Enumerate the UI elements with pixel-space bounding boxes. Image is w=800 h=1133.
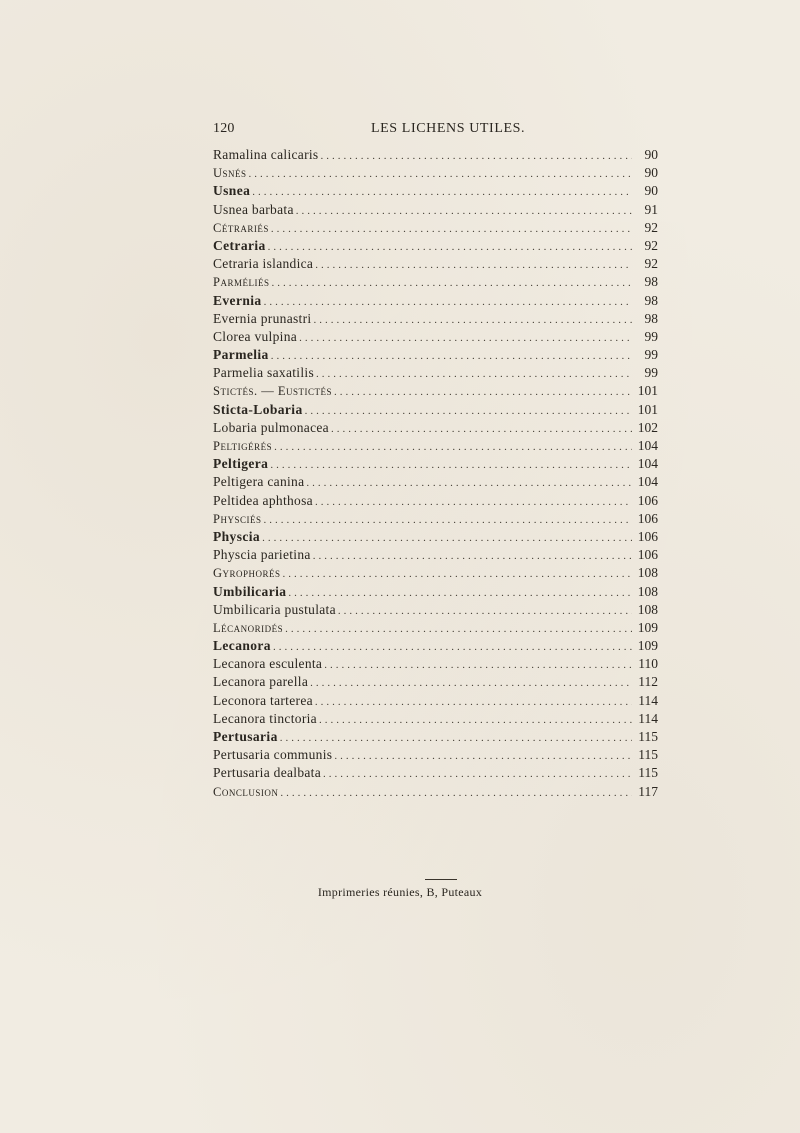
toc-leader-dots <box>264 293 632 311</box>
toc-leader-dots <box>299 329 632 347</box>
toc-leader-dots <box>310 674 632 692</box>
toc-entry <box>213 783 658 801</box>
toc-entry-page: 106 <box>637 510 658 526</box>
toc-leader-dots <box>334 383 632 401</box>
toc-leader-dots <box>268 238 632 256</box>
toc-entry-label: Usnea barbata <box>213 201 294 217</box>
toc-leader-dots <box>280 729 632 747</box>
toc-entry-page: 98 <box>644 292 658 308</box>
toc-entry-page: 104 <box>637 456 658 472</box>
toc-entry-page: 92 <box>644 237 658 253</box>
toc-entry-page: 92 <box>644 256 658 272</box>
toc-entry-label: Gyrophorés <box>213 566 281 581</box>
toc-entry <box>213 401 658 419</box>
toc-entry <box>213 764 658 782</box>
toc-entry <box>213 346 658 364</box>
toc-entry-label: Parmelia <box>213 347 269 363</box>
toc-entry <box>213 601 658 619</box>
toc-entry-label: Cétrariés <box>213 220 269 235</box>
toc-entry-page: 106 <box>637 547 658 563</box>
printer-imprint: Imprimeries réunies, B, Puteaux <box>317 885 483 899</box>
toc-leader-dots <box>283 565 632 583</box>
toc-leader-dots <box>315 256 632 274</box>
toc-entry <box>213 382 658 400</box>
toc-entry-page: 115 <box>638 765 658 781</box>
toc-entry-label: Cetraria islandica <box>213 256 314 272</box>
running-title: LES LICHENS UTILES. <box>371 121 526 136</box>
toc-entry <box>213 692 658 710</box>
toc-entry-label: Peltidea aphthosa <box>213 492 313 508</box>
toc-entry-label: Peltigera <box>213 456 269 472</box>
toc-entry-label: Usnés <box>213 166 247 181</box>
toc-entry-page: 99 <box>644 365 658 381</box>
toc-entry <box>213 455 658 473</box>
toc-entry-page: 104 <box>637 438 658 453</box>
toc-leader-dots <box>305 402 632 420</box>
toc-entry-page: 99 <box>644 347 658 363</box>
toc-leader-dots <box>271 274 632 292</box>
toc-entry <box>213 146 658 164</box>
toc-entry-label: Peltigera canina <box>213 474 305 490</box>
toc-entry-label: Lecanora esculenta <box>213 656 323 672</box>
toc-entry-page: 92 <box>644 219 658 235</box>
toc-entry-page: 91 <box>644 201 658 217</box>
toc-entry-page: 90 <box>644 165 658 181</box>
toc-entry-page: 102 <box>637 419 658 435</box>
toc-leader-dots <box>296 202 632 220</box>
page-number: 120 <box>213 121 235 136</box>
toc-entry-page: 112 <box>638 674 658 690</box>
toc-entry-label: Lecanora parella <box>213 674 309 690</box>
toc-leader-dots <box>315 693 632 711</box>
toc-entry <box>213 219 658 237</box>
toc-entry-label: Evernia prunastri <box>213 310 312 326</box>
toc-entry <box>213 164 658 182</box>
toc-entry-label: Pertusaria communis <box>213 747 333 763</box>
toc-entry-page: 108 <box>637 601 658 617</box>
toc-entry-page: 110 <box>638 656 658 672</box>
toc-entry-label: Physcia <box>213 528 261 544</box>
toc-entry <box>213 328 658 346</box>
toc-entry-label: Clorea vulpina <box>213 328 298 344</box>
toc-entry <box>213 710 658 728</box>
toc-leader-dots <box>288 584 632 602</box>
toc-leader-dots <box>316 365 632 383</box>
toc-entry-label: Parméliés <box>213 275 270 290</box>
toc-entry-label: Leconora tarterea <box>213 692 313 708</box>
toc-entry <box>213 182 658 200</box>
toc-entry-label: Lobaria pulmonacea <box>213 419 329 435</box>
toc-entry-label: Lécanoridés <box>213 620 284 635</box>
toc-entry <box>213 655 658 673</box>
toc-entry-page: 109 <box>637 638 658 654</box>
toc-leader-dots <box>270 456 632 474</box>
toc-leader-dots <box>331 420 632 438</box>
toc-entry <box>213 492 658 510</box>
toc-entry-label: Umbilicaria <box>213 583 287 599</box>
toc-entry-page: 106 <box>637 528 658 544</box>
toc-leader-dots <box>273 638 632 656</box>
toc-entry <box>213 437 658 455</box>
toc-leader-dots <box>306 474 632 492</box>
toc-entry <box>213 564 658 582</box>
toc-entry-page: 108 <box>637 583 658 599</box>
toc-entry-page: 109 <box>637 619 658 635</box>
toc-entry-page: 98 <box>644 310 658 326</box>
toc-entry <box>213 473 658 491</box>
toc-leader-dots <box>262 529 632 547</box>
toc-entry <box>213 673 658 691</box>
toc-entry-page: 101 <box>637 401 658 417</box>
toc-entry <box>213 292 658 310</box>
toc-leader-dots <box>338 602 632 620</box>
toc-entry-label: Physcia parietina <box>213 547 311 563</box>
toc-entry-page: 90 <box>644 147 658 162</box>
toc-entry <box>213 201 658 219</box>
toc-leader-dots <box>313 547 632 565</box>
toc-leader-dots <box>263 511 632 529</box>
toc-leader-dots <box>249 165 632 183</box>
toc-entry-label: Lecanora <box>213 638 271 654</box>
toc-entry-page: 104 <box>637 474 658 490</box>
toc-leader-dots <box>313 311 632 329</box>
table-of-contents <box>213 146 658 801</box>
toc-entry <box>213 310 658 328</box>
toc-entry-label: Peltigérés <box>213 439 273 453</box>
toc-entry <box>213 746 658 764</box>
toc-entry <box>213 528 658 546</box>
toc-entry-label: Sticta-Lobaria <box>213 401 303 417</box>
toc-entry-label: Conclusion <box>213 784 279 799</box>
toc-entry <box>213 583 658 601</box>
toc-leader-dots <box>285 620 632 638</box>
toc-leader-dots <box>274 438 632 456</box>
toc-entry-page: 108 <box>637 565 658 581</box>
toc-entry <box>213 419 658 437</box>
toc-entry <box>213 546 658 564</box>
toc-entry-label: Physciés <box>213 511 262 526</box>
toc-entry-page: 99 <box>644 328 658 344</box>
toc-entry-label: Usnea <box>213 183 251 199</box>
toc-leader-dots <box>280 784 632 802</box>
toc-entry <box>213 637 658 655</box>
toc-entry-page: 90 <box>644 183 658 199</box>
toc-leader-dots <box>271 347 632 365</box>
toc-entry <box>213 619 658 637</box>
toc-leader-dots <box>324 656 632 674</box>
toc-entry-label: Pertusaria <box>213 729 278 744</box>
toc-leader-dots <box>323 765 632 783</box>
toc-entry-page: 115 <box>638 729 658 744</box>
toc-entry-label: Umbilicaria pustulata <box>213 601 336 617</box>
toc-leader-dots <box>271 220 632 238</box>
toc-entry-label: Lecanora tinctoria <box>213 710 317 726</box>
toc-leader-dots <box>252 183 632 201</box>
toc-entry-label: Pertusaria dealbata <box>213 765 322 781</box>
toc-leader-dots <box>319 711 632 729</box>
toc-entry <box>213 510 658 528</box>
toc-entry-page: 117 <box>638 783 658 799</box>
toc-entry-label: Ramalina calicaris <box>213 147 319 162</box>
toc-leader-dots <box>334 747 632 765</box>
toc-entry <box>213 255 658 273</box>
toc-leader-dots <box>320 147 632 165</box>
toc-entry-label: Evernia <box>213 292 262 308</box>
toc-entry-label: Parmelia saxatilis <box>213 365 315 381</box>
toc-entry-page: 98 <box>644 274 658 290</box>
toc-entry-page: 106 <box>637 492 658 508</box>
footer-rule <box>425 879 457 880</box>
toc-entry-page: 114 <box>638 710 658 726</box>
toc-entry-page: 115 <box>638 747 658 763</box>
toc-entry <box>213 273 658 291</box>
toc-entry-page: 101 <box>637 383 658 399</box>
toc-entry-label: Stictés. — Eustictés <box>213 384 332 399</box>
page-header <box>213 121 658 141</box>
toc-entry <box>213 364 658 382</box>
toc-entry-label: Cetraria <box>213 237 266 253</box>
toc-entry <box>213 728 658 746</box>
toc-leader-dots <box>315 493 632 511</box>
toc-entry-page: 114 <box>638 692 658 708</box>
toc-entry <box>213 237 658 255</box>
